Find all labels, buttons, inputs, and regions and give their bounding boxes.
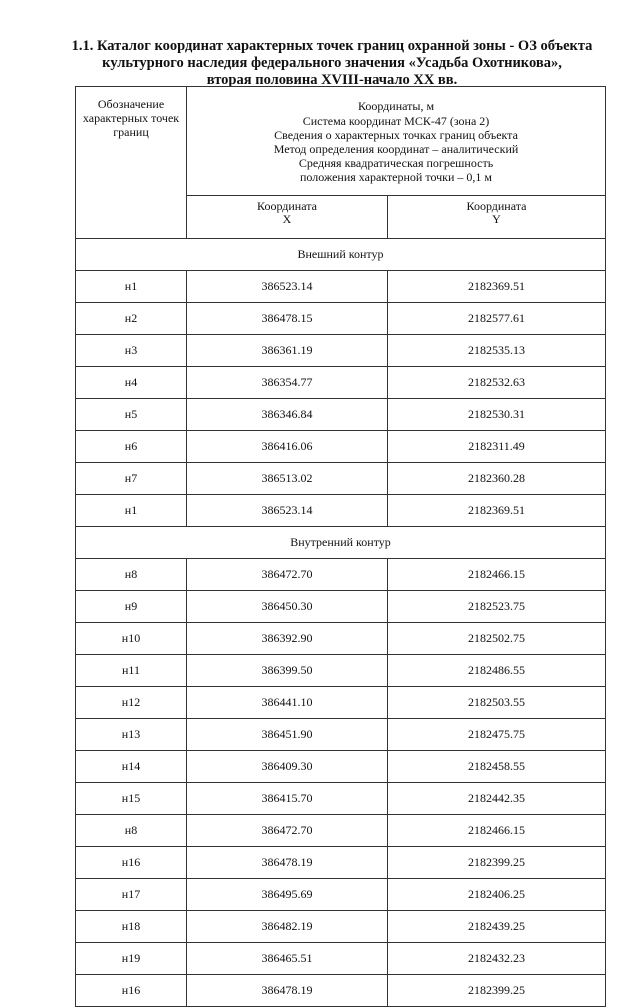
point-id-cell: н19 xyxy=(76,943,187,975)
point-id-cell: н1 xyxy=(76,271,187,303)
coord-x-cell: 386523.14 xyxy=(187,495,388,527)
table-row xyxy=(76,815,606,847)
point-id-cell: н13 xyxy=(76,719,187,751)
coord-x-cell: 386346.84 xyxy=(187,399,388,431)
point-id-cell: н10 xyxy=(76,623,187,655)
point-id-cell: н5 xyxy=(76,399,187,431)
coord-x-cell: 386409.30 xyxy=(187,751,388,783)
col-x-header-line: Координата xyxy=(257,199,317,213)
point-id-cell: н3 xyxy=(76,335,187,367)
point-id-cell: н17 xyxy=(76,879,187,911)
header-label-line: границ xyxy=(113,125,149,139)
table-row xyxy=(76,303,606,335)
table-row xyxy=(76,719,606,751)
coordinates-table xyxy=(75,86,606,1007)
coord-y-cell: 2182369.51 xyxy=(388,271,606,303)
table-row xyxy=(76,911,606,943)
col-x-header xyxy=(187,196,388,239)
coord-x-cell: 386523.14 xyxy=(187,271,388,303)
col-x-header-line: X xyxy=(282,212,292,226)
coord-x-cell: 386416.06 xyxy=(187,431,388,463)
table-row xyxy=(76,687,606,719)
table-row xyxy=(76,463,606,495)
coordinate-system-header xyxy=(187,87,606,196)
table-row xyxy=(76,847,606,879)
table-row xyxy=(76,271,606,303)
coord-y-cell: 2182466.15 xyxy=(388,815,606,847)
coord-y-cell: 2182503.55 xyxy=(388,687,606,719)
table-row xyxy=(76,335,606,367)
table-row xyxy=(76,655,606,687)
point-id-cell: н16 xyxy=(76,975,187,1007)
coord-y-cell: 2182502.75 xyxy=(388,623,606,655)
coord-y-cell: 2182369.51 xyxy=(388,495,606,527)
coord-y-cell: 2182399.25 xyxy=(388,975,606,1007)
section-title: Внутренний контур xyxy=(76,527,606,559)
point-id-cell: н14 xyxy=(76,751,187,783)
header-label-line: характерных точек xyxy=(82,111,180,125)
col-y-header-line: Y xyxy=(492,212,501,226)
point-id-cell: н7 xyxy=(76,463,187,495)
title-line-1: 1.1. Каталог координат характерных точек границ охранной зоны - ОЗ объекта xyxy=(71,38,593,54)
coord-y-cell: 2182486.55 xyxy=(388,655,606,687)
table-row xyxy=(76,783,606,815)
coord-x-cell: 386472.70 xyxy=(187,559,388,591)
coord-x-cell: 386399.50 xyxy=(187,655,388,687)
coord-x-cell: 386451.90 xyxy=(187,719,388,751)
coord-x-cell: 386513.02 xyxy=(187,463,388,495)
coord-x-cell: 386361.19 xyxy=(187,335,388,367)
table-row xyxy=(76,943,606,975)
table-row xyxy=(76,879,606,911)
table-row xyxy=(76,559,606,591)
table-row xyxy=(76,975,606,1007)
table-row xyxy=(76,751,606,783)
coord-x-cell: 386354.77 xyxy=(187,367,388,399)
header-desc-line: Координаты, м xyxy=(357,99,435,114)
coord-x-cell: 386441.10 xyxy=(187,687,388,719)
title-line-2: культурного наследия федерального значения «Усадьба Охотникова», xyxy=(102,55,562,71)
coord-x-cell: 386472.70 xyxy=(187,815,388,847)
point-id-cell: н6 xyxy=(76,431,187,463)
coord-x-cell: 386478.15 xyxy=(187,303,388,335)
coord-y-cell: 2182475.75 xyxy=(388,719,606,751)
coord-y-cell: 2182530.31 xyxy=(388,399,606,431)
header-desc-line: положения характерной точки – 0,1 м xyxy=(300,170,493,185)
point-id-cell: н18 xyxy=(76,911,187,943)
header-desc-line: Метод определения координат – аналитический xyxy=(273,142,519,156)
table-row xyxy=(76,367,606,399)
table-row xyxy=(76,399,606,431)
table-row xyxy=(76,623,606,655)
section-row xyxy=(76,527,606,559)
coord-y-cell: 2182466.15 xyxy=(388,559,606,591)
coord-x-cell: 386495.69 xyxy=(187,879,388,911)
coord-y-cell: 2182439.25 xyxy=(388,911,606,943)
coord-x-cell: 386482.19 xyxy=(187,911,388,943)
coord-y-cell: 2182432.23 xyxy=(388,943,606,975)
coord-x-cell: 386478.19 xyxy=(187,975,388,1007)
coord-y-cell: 2182442.35 xyxy=(388,783,606,815)
point-id-cell: н8 xyxy=(76,815,187,847)
point-label-header xyxy=(76,87,187,239)
coord-y-cell: 2182577.61 xyxy=(388,303,606,335)
section-row xyxy=(76,239,606,271)
coord-y-cell: 2182399.25 xyxy=(388,847,606,879)
table-row xyxy=(76,431,606,463)
col-y-header xyxy=(388,196,606,239)
point-id-cell: н12 xyxy=(76,687,187,719)
header-desc-line: Средняя квадратическая погрешность xyxy=(298,156,494,171)
coord-x-cell: 386465.51 xyxy=(187,943,388,975)
coord-y-cell: 2182360.28 xyxy=(388,463,606,495)
coord-y-cell: 2182523.75 xyxy=(388,591,606,623)
table-row xyxy=(76,495,606,527)
coord-x-cell: 386478.19 xyxy=(187,847,388,879)
header-desc-line: Сведения о характерных точках границ объекта xyxy=(274,127,518,142)
section-title: Внешний контур xyxy=(76,239,606,271)
table-row xyxy=(76,591,606,623)
coord-y-cell: 2182458.55 xyxy=(388,751,606,783)
point-id-cell: н9 xyxy=(76,591,187,623)
point-id-cell: н2 xyxy=(76,303,187,335)
point-id-cell: н16 xyxy=(76,847,187,879)
title-line-3: вторая половина XVIII-начало XX вв. xyxy=(206,72,458,88)
header-desc-line: Система координат МСК-47 (зона 2) xyxy=(302,113,490,128)
point-id-cell: н4 xyxy=(76,367,187,399)
point-id-cell: н1 xyxy=(76,495,187,527)
coord-y-cell: 2182311.49 xyxy=(388,431,606,463)
header-row xyxy=(76,87,606,196)
coord-x-cell: 386450.30 xyxy=(187,591,388,623)
point-id-cell: н15 xyxy=(76,783,187,815)
coord-x-cell: 386392.90 xyxy=(187,623,388,655)
coord-y-cell: 2182406.25 xyxy=(388,879,606,911)
point-id-cell: н11 xyxy=(76,655,187,687)
coord-x-cell: 386415.70 xyxy=(187,783,388,815)
col-y-header-line: Координата xyxy=(466,199,527,213)
point-id-cell: н8 xyxy=(76,559,187,591)
document-title xyxy=(40,38,624,89)
coord-y-cell: 2182532.63 xyxy=(388,367,606,399)
header-label-line: Обозначение xyxy=(97,97,165,111)
coord-y-cell: 2182535.13 xyxy=(388,335,606,367)
